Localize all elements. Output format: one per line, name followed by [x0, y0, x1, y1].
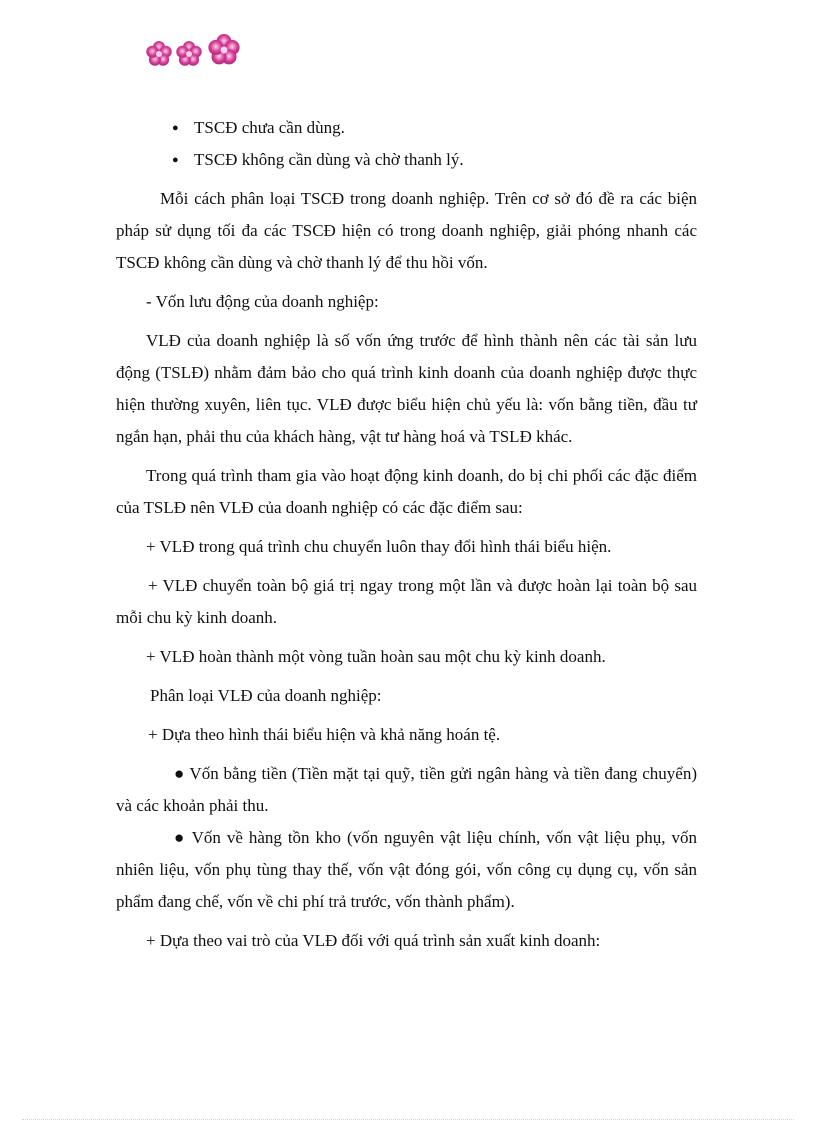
paragraph-classification-by-form: + Dựa theo hình thái biểu hiện và khả năng hoán tệ. [148, 725, 501, 744]
paragraph-vld-point-3: + VLĐ hoàn thành một vòng tuần hoàn sau một chu kỳ kinh doanh. [146, 647, 606, 666]
paragraph-classification-by-role: + Dựa theo vai trò của VLĐ đối với quá trình sản xuất kinh doanh: [146, 931, 601, 950]
paragraph-vld-point-2: + VLĐ chuyển toàn bộ giá trị ngay trong một lần và được hoàn lại toàn bộ sau mỗi chu kỳ kinh doanh. [116, 576, 697, 627]
document-body [116, 112, 697, 957]
list-item: ● TSCĐ chưa cần dùng. [116, 112, 697, 144]
bullet-list [116, 112, 697, 176]
paragraph-vld-point-1: + VLĐ trong quá trình chu chuyển luôn thay đổi hình thái biểu hiện. [146, 537, 612, 556]
paragraph-vld-characteristics: Trong quá trình tham gia vào hoạt động kinh doanh, do bị chi phối các đặc điểm của TSLĐ nên VLĐ của doanh nghiệp có các đặc điểm sau: [116, 466, 697, 517]
paragraph-cash-capital: ● Vốn bằng tiền (Tiền mặt tại quỹ, tiền gửi ngân hàng và tiền đang chuyển) và các khoản phải thu. [116, 764, 697, 815]
pink-flowers-icon [144, 30, 248, 70]
section-heading-working-capital: - Vốn lưu động của doanh nghiệp: [146, 292, 379, 311]
list-item: ● TSCĐ không cần dùng và chờ thanh lý. [116, 144, 697, 176]
paragraph-inventory-capital: ● Vốn về hàng tồn kho (vốn nguyên vật liệu chính, vốn vật liệu phụ, vốn nhiên liệu, vốn phụ tùng thay thế, vốn vật đóng gói, vốn công cụ dụng cụ, vốn sản phẩm đang chế, vốn về chi phí trả trước, vốn thành phẩm). [116, 828, 697, 911]
section-heading-vld-classification: Phân loại VLĐ của doanh nghiệp: [150, 686, 382, 705]
paragraph-tscd-classification: Mỗi cách phân loại TSCĐ trong doanh nghiệp. Trên cơ sở đó đề ra các biện pháp sử dụng tối đa các TSCĐ hiện có trong doanh nghiệp, giải phóng nhanh các TSCĐ không cần dùng và chờ thanh lý để thu hồi vốn. [116, 189, 697, 272]
page-bottom-divider [22, 1119, 794, 1120]
paragraph-vld-definition: VLĐ của doanh nghiệp là số vốn ứng trước để hình thành nên các tài sản lưu động (TSLĐ) nhằm đảm bảo cho quá trình kinh doanh của doanh nghiệp được thực hiện thường xuyên, liên tục. VLĐ được biểu hiện chủ yếu là: vốn bằng tiền, đầu tư ngắn hạn, phải thu của khách hàng, vật tư hàng hoá và TSLĐ khác. [116, 331, 697, 446]
